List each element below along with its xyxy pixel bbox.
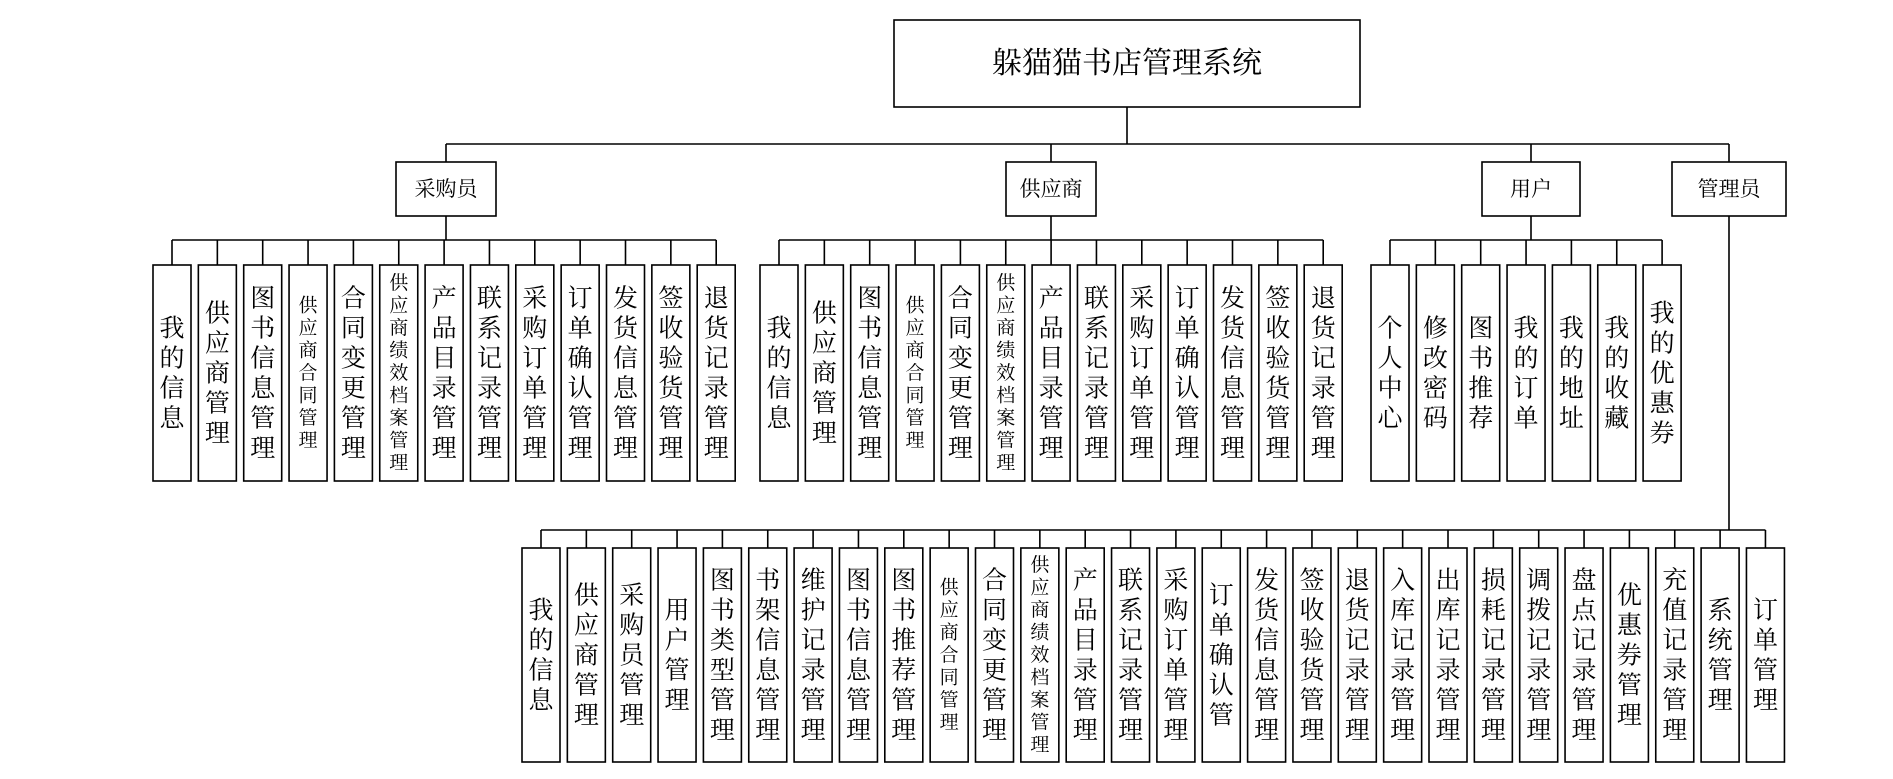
function-label: 合同变更管理: [340, 283, 366, 463]
function-label: 书架信息管理: [755, 565, 781, 745]
root-node: [894, 20, 1360, 107]
function-node: [198, 265, 236, 481]
function-node: [1168, 265, 1206, 481]
function-label: 联系记录管理: [476, 283, 502, 463]
function-label: 充值记录管理: [1662, 565, 1688, 745]
function-node: [613, 548, 651, 762]
function-label: 我的信息: [528, 595, 554, 715]
function-node: [425, 265, 463, 481]
function-label: 我的优惠券: [1649, 298, 1675, 448]
function-node: [1552, 265, 1590, 481]
function-label: 发货信息管理: [1254, 565, 1280, 745]
function-label: 修改密码: [1422, 313, 1448, 433]
function-node: [1112, 548, 1150, 762]
function-node: [1462, 265, 1500, 481]
role-nodes: [396, 162, 1786, 216]
function-label: 发货信息管理: [1219, 283, 1246, 463]
function-node: [1202, 548, 1240, 762]
function-label: 采购员管理: [619, 580, 645, 730]
function-node: [1021, 548, 1059, 762]
function-label: 系统管理: [1707, 595, 1733, 715]
function-label: 个人中心: [1377, 313, 1403, 433]
function-label: 产品目录管理: [431, 283, 457, 463]
function-node: [1610, 548, 1648, 762]
function-label: 供应商绩效档案管理: [389, 272, 409, 474]
function-node: [1293, 548, 1331, 762]
function-label: 产品目录管理: [1072, 565, 1098, 745]
function-label: 我的地址: [1558, 313, 1584, 433]
role-label: 供应商: [1019, 177, 1083, 201]
function-label: 供应商绩效档案管理: [1030, 554, 1050, 756]
function-label: 合同变更管理: [947, 283, 973, 463]
function-label: 我的订单: [1513, 313, 1539, 433]
function-label: 图书类型管理: [709, 565, 735, 745]
function-label: 图书推荐: [1468, 313, 1494, 433]
function-node: [1598, 265, 1636, 481]
function-node: [1032, 265, 1070, 481]
role-label: 管理员: [1697, 177, 1761, 201]
function-node: [289, 265, 327, 481]
function-node: [1066, 548, 1104, 762]
function-node: [652, 265, 690, 481]
function-label: 发货信息管理: [612, 283, 639, 463]
function-node: [1507, 265, 1545, 481]
function-node: [1643, 265, 1681, 481]
function-node: [1416, 265, 1454, 481]
function-label: 供应商管理: [573, 580, 599, 730]
function-label: 图书信息管理: [857, 283, 883, 463]
function-label: 退货记录管理: [1344, 565, 1370, 745]
function-label: 签收验货管理: [658, 283, 684, 463]
function-label: 产品目录管理: [1038, 283, 1064, 463]
function-node: [1429, 548, 1467, 762]
function-node: [1384, 548, 1422, 762]
function-node: [749, 548, 787, 762]
function-node: [522, 548, 560, 762]
function-label: 图书信息管理: [250, 283, 276, 463]
function-label: 合同变更管理: [981, 565, 1008, 745]
function-node: [1565, 548, 1603, 762]
function-label: 调拨记录管理: [1526, 565, 1552, 745]
function-label: 我的收藏: [1604, 313, 1630, 433]
function-label: 供应商管理: [811, 298, 837, 448]
function-label: 订单确认管理: [567, 283, 593, 463]
function-node: [1701, 548, 1739, 762]
role-label: 用户: [1510, 177, 1552, 201]
function-node: [987, 265, 1025, 481]
function-nodes: [153, 265, 1784, 762]
function-node: [760, 265, 798, 481]
function-label: 用户管理: [664, 595, 690, 715]
function-node: [1371, 265, 1409, 481]
function-label: 出库记录管理: [1435, 565, 1461, 745]
function-label: 盘点记录管理: [1571, 565, 1597, 745]
function-label: 采购订单管理: [522, 283, 548, 463]
function-node: [930, 548, 968, 762]
function-node: [658, 548, 696, 762]
function-node: [1656, 548, 1694, 762]
function-label: 优惠券管理: [1616, 580, 1642, 730]
function-label: 联系记录管理: [1118, 565, 1144, 745]
function-label: 联系记录管理: [1083, 283, 1109, 463]
function-node: [244, 265, 282, 481]
function-node: [567, 548, 605, 762]
function-label: 订单确认管理: [1174, 283, 1200, 463]
function-node: [1077, 265, 1115, 481]
function-node: [1123, 265, 1161, 481]
function-node: [697, 265, 735, 481]
function-node: [896, 265, 934, 481]
function-node: [607, 265, 645, 481]
function-label: 退货记录管理: [1310, 283, 1336, 463]
function-node: [470, 265, 508, 481]
function-label: 签收验货管理: [1265, 283, 1291, 463]
function-node: [851, 265, 889, 481]
function-label: 签收验货管理: [1299, 565, 1325, 745]
function-node: [153, 265, 191, 481]
function-node: [885, 548, 923, 762]
role-label: 采购员: [414, 177, 478, 201]
function-node: [1520, 548, 1558, 762]
function-label: 图书信息管理: [845, 565, 871, 745]
function-label: 订单管理: [1752, 595, 1778, 715]
function-node: [794, 548, 832, 762]
function-label: 采购订单管理: [1129, 283, 1155, 463]
function-label: 我的信息: [766, 313, 792, 433]
function-node: [1338, 548, 1376, 762]
function-label: 图书推荐管理: [891, 565, 917, 745]
function-node: [1746, 548, 1784, 762]
function-node: [561, 265, 599, 481]
function-label: 订单确认管: [1208, 580, 1234, 730]
function-label: 我的信息: [159, 313, 185, 433]
function-node: [334, 265, 372, 481]
function-node: [839, 548, 877, 762]
function-label: 入库记录管理: [1390, 565, 1416, 745]
function-node: [1248, 548, 1286, 762]
function-node: [1214, 265, 1252, 481]
function-node: [516, 265, 554, 481]
function-label: 供应商绩效档案管理: [996, 272, 1016, 474]
function-node: [380, 265, 418, 481]
function-node: [805, 265, 843, 481]
function-node: [1304, 265, 1342, 481]
function-node: [703, 548, 741, 762]
function-label: 损耗记录管理: [1480, 565, 1506, 745]
function-label: 供应商管理: [204, 298, 230, 448]
function-label: 维护记录管理: [800, 565, 826, 745]
function-node: [1157, 548, 1195, 762]
function-label: 供应商合同管理: [939, 576, 959, 734]
function-label: 供应商合同管理: [905, 294, 925, 452]
function-label: 采购订单管理: [1163, 565, 1189, 745]
function-node: [976, 548, 1014, 762]
system-title: 躲猫猫书店管理系统: [992, 46, 1262, 81]
function-label: 供应商合同管理: [298, 294, 318, 452]
function-node: [1259, 265, 1297, 481]
function-node: [941, 265, 979, 481]
function-node: [1474, 548, 1512, 762]
function-label: 退货记录管理: [703, 283, 729, 463]
